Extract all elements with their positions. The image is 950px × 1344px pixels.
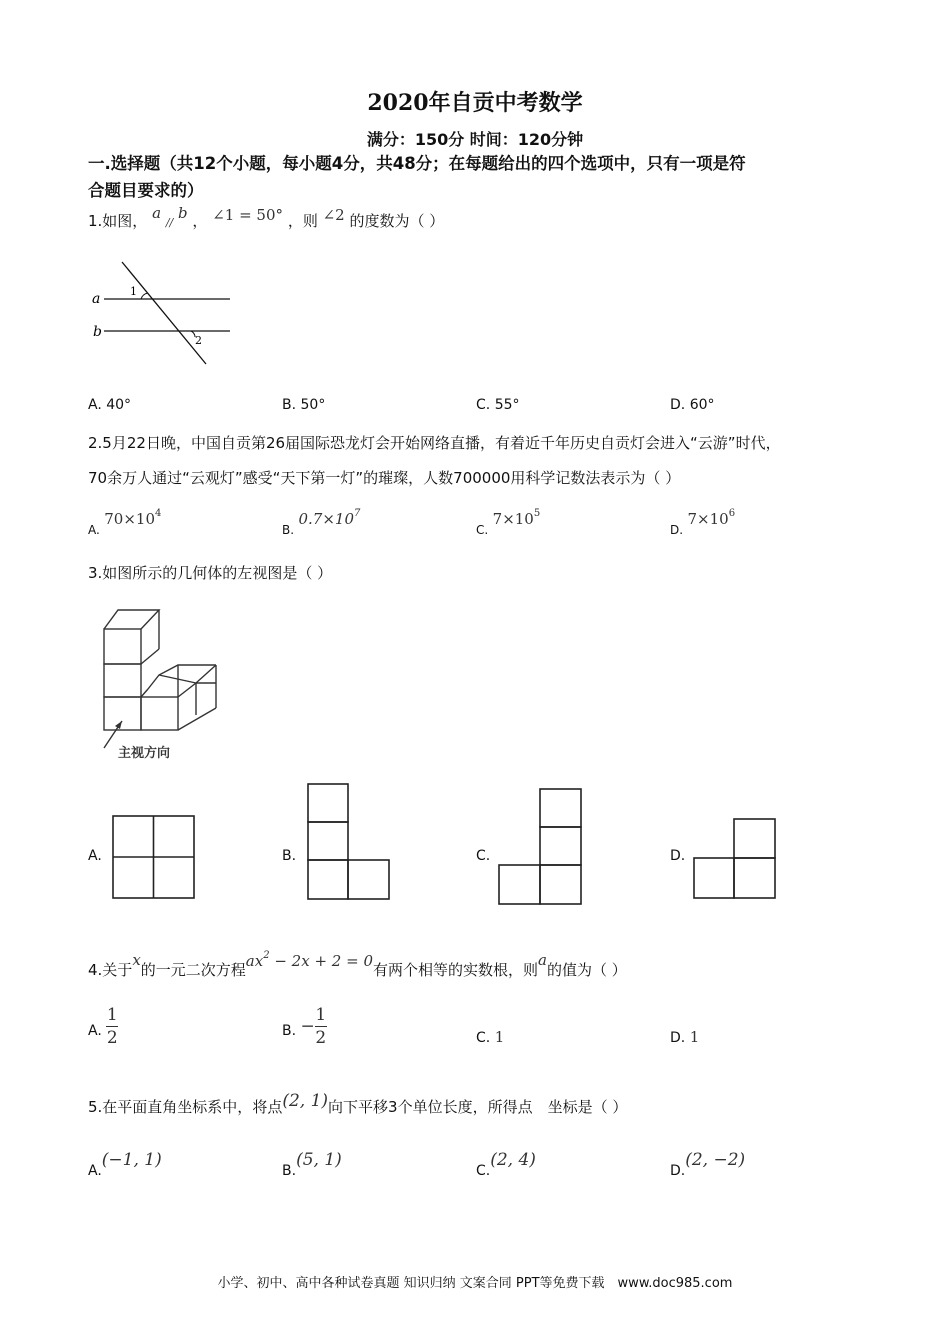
q1-parallel-symbol: //	[165, 216, 174, 229]
q3-stem: 3.如图所示的几何体的左视图是（ ）	[88, 564, 333, 582]
q4-prefix: 4.关于	[88, 961, 133, 979]
q3-option-d-figure[interactable]	[693, 818, 777, 900]
q3-option-a-figure[interactable]	[112, 815, 196, 901]
section-heading	[88, 150, 878, 204]
q2-stem-line1: 2.5月22日晚，中国自贡第26届国际恐龙灯会开始网络直播，有着近千年历史自贡灯会进入“云游”时代，	[88, 434, 781, 452]
q4-option-c[interactable]: C. 1	[476, 1028, 505, 1046]
q1-prefix: 1.如图，	[88, 212, 148, 230]
q3-option-c-label[interactable]: C.	[476, 848, 491, 864]
q1-then: ，则	[287, 212, 318, 230]
q4-option-b[interactable]: B. − $\frac{1}{2}$	[282, 1005, 327, 1048]
section-heading-line1: 一.选择题（共12个小题，每小题4分，共48分；在每题给出的四个选项中，只有一项是符	[88, 154, 746, 173]
q5-prefix: 5.在平面直角坐标系中，将点	[88, 1098, 283, 1116]
q5-suffix: 向下平移3个单位长度，所得点 坐标是（ ）	[328, 1098, 628, 1116]
q2-option-a[interactable]: A. $70\times 10^4$	[88, 508, 162, 537]
page-title: 2020年自贡中考数学	[367, 90, 583, 116]
q1-label-2: 2	[195, 334, 202, 347]
q3-option-b-figure[interactable]	[307, 783, 391, 901]
q4-option-a[interactable]: A. $\frac{1}{2}$	[88, 1005, 118, 1048]
q1-option-a[interactable]: A. 40°	[88, 397, 132, 413]
q4-equation: $ax^2 - 2x + 2 = 0$	[245, 950, 373, 970]
section-heading-line2: 合题目要求的）	[88, 181, 204, 200]
q2-option-c[interactable]: C. $7\times 10^5$	[476, 508, 541, 537]
q5-option-a[interactable]: A.(−1, 1)	[88, 1150, 162, 1179]
q4-stem	[88, 950, 627, 980]
q1-label-a: a	[92, 291, 101, 307]
q4-var-a: a	[538, 951, 547, 969]
q1-comma: ，	[192, 212, 208, 230]
q1-option-b[interactable]: B. 50°	[282, 397, 326, 413]
q1-label-1: 1	[130, 285, 137, 298]
q5-option-d[interactable]: D.(2, −2)	[670, 1150, 746, 1179]
exam-subtitle: 满分：150分 时间：120分钟	[366, 130, 584, 149]
q1-var-a: a	[152, 204, 162, 222]
q5-option-b[interactable]: B.(5, 1)	[282, 1150, 342, 1179]
q1-parallel-lines-figure	[88, 258, 238, 368]
q5-point: (2, 1)	[282, 1091, 329, 1111]
q2-option-d[interactable]: D. $7\times 10^6$	[670, 508, 736, 537]
footer-note[interactable]: 小学、初中、高中各种试卷真题 知识归纳 文案合同 PPT等免费下载 www.doc985.com	[217, 1276, 733, 1291]
q3-option-b-label[interactable]: B.	[282, 848, 297, 864]
q3-option-a-label[interactable]: A.	[88, 848, 102, 864]
q5-stem	[88, 1091, 628, 1117]
q3-option-d-label[interactable]: D.	[670, 848, 686, 864]
q4-option-d[interactable]: D. 1	[670, 1028, 700, 1046]
q4-suffix: 有两个相等的实数根，则	[372, 961, 538, 979]
q1-angle2: ∠2	[322, 206, 345, 224]
q4-end: 的值为（ ）	[546, 961, 627, 979]
q3-solid-figure	[96, 605, 236, 765]
q1-option-c[interactable]: C. 55°	[476, 397, 520, 413]
q3-view-direction-caption: 主视方向	[118, 746, 171, 761]
q3-option-c-figure[interactable]	[498, 788, 584, 906]
q4-var-x: x	[132, 951, 141, 969]
q1-stem	[88, 204, 445, 233]
q1-label-b: b	[93, 324, 102, 340]
q1-option-d[interactable]: D. 60°	[670, 397, 715, 413]
q5-option-c[interactable]: C.(2, 4)	[476, 1150, 536, 1179]
q2-stem-line2: 70余万人通过“云观灯”感受“天下第一灯”的璀璨，人数700000用科学记数法表示为（ ）	[88, 469, 681, 487]
q1-angle1: ∠1 = 50°	[212, 206, 284, 224]
q4-mid: 的一元二次方程	[140, 961, 246, 979]
q1-suffix: 的度数为（ ）	[349, 212, 445, 230]
q2-option-b[interactable]: B. $0.7\times 10^7$	[282, 508, 361, 537]
q1-var-b: b	[178, 204, 188, 222]
